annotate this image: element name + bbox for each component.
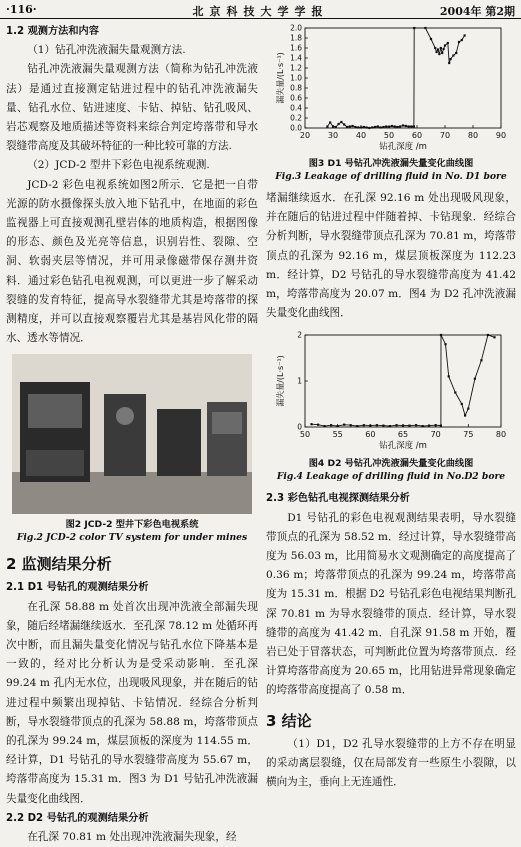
data-point bbox=[443, 48, 445, 50]
section-2-2-heading: 2.2 D2 号钻孔的观测结果分析 bbox=[6, 812, 149, 824]
data-point bbox=[440, 47, 442, 49]
data-point bbox=[448, 62, 450, 64]
x-axis-label: 钻孔深度 /m bbox=[379, 142, 427, 152]
data-point bbox=[329, 121, 331, 123]
data-point bbox=[395, 425, 397, 427]
data-point bbox=[436, 51, 438, 53]
data-point bbox=[363, 126, 365, 128]
page-number: ·116· bbox=[6, 3, 37, 16]
y-tick-label: 1 bbox=[297, 376, 302, 386]
y-tick-label: 0 bbox=[297, 422, 302, 432]
data-point bbox=[415, 425, 417, 427]
data-point bbox=[338, 123, 340, 125]
data-point bbox=[474, 378, 476, 380]
data-point bbox=[360, 126, 362, 128]
data-point bbox=[452, 54, 454, 56]
figure-2-photo bbox=[12, 354, 252, 514]
data-point bbox=[330, 425, 332, 427]
data-point bbox=[324, 425, 326, 427]
section-2-1-heading: 2.1 D1 号钻孔的观测结果分析 bbox=[6, 582, 149, 594]
data-point bbox=[310, 424, 312, 426]
data-point bbox=[374, 126, 376, 128]
x-tick-label: 80 bbox=[495, 430, 507, 440]
data-point bbox=[402, 425, 404, 427]
data-point bbox=[487, 334, 489, 336]
data-point bbox=[444, 344, 446, 346]
x-tick-label: 50 bbox=[299, 430, 311, 440]
data-point bbox=[326, 125, 328, 127]
data-point bbox=[366, 126, 368, 128]
y-tick-label: 0.8 bbox=[290, 83, 302, 93]
x-tick-label: 20 bbox=[299, 131, 311, 140]
figure-4-chart bbox=[271, 327, 511, 457]
data-point bbox=[337, 425, 339, 427]
data-point bbox=[382, 126, 384, 128]
data-point bbox=[435, 425, 437, 427]
issue-label: 2004年 第2期 bbox=[439, 5, 515, 18]
data-point bbox=[317, 424, 319, 426]
figure-4-caption-cn: 图4 D2 号钻孔冲洗液漏失量变化曲线图 bbox=[308, 458, 474, 470]
data-point bbox=[467, 408, 469, 410]
x-axis-label: 钻孔深度 /m bbox=[379, 441, 427, 452]
paragraph-3: 在孔深 58.88 m 处首次出现冲洗液全部漏失现象，随后经堵漏继续返水．至孔深 78.12 m 处循环再次中断，而且漏失量变化情况与钻孔水位下降基本是一致的，经对比分析认为是受采动影响．至孔深 99.24 m 孔内无水位，出现吸风现象，并在随后的钻进过程中频繁出现掉钻、卡钻情况．经综合分析判断，导水裂缝带顶点的孔深为 58.88 m，垮落带顶点的孔深为 99.24 m，煤层顶板的深度为 114.55 m．经计算，D1 号钻孔的导水裂缝带高度为 55.67 m，垮落带高度为 15.31 m．图3 为 D1 号钻孔冲洗液漏失量变化曲线图． bbox=[6, 600, 258, 805]
data-point bbox=[405, 125, 407, 127]
data-point bbox=[350, 425, 352, 427]
x-tick-label: 60 bbox=[411, 131, 423, 140]
y-tick-label: 1.6 bbox=[290, 43, 302, 53]
plot-frame bbox=[305, 335, 501, 427]
data-point bbox=[422, 425, 424, 427]
figure-2-caption-en: Fig.2 JCD-2 color TV system for under mines bbox=[16, 532, 248, 544]
data-point bbox=[368, 127, 370, 129]
x-tick-label: 30 bbox=[327, 131, 339, 140]
figure-3-caption-en: Fig.3 Leakage of drilling fluid in No. D1 bore bbox=[275, 171, 507, 182]
data-point bbox=[371, 126, 373, 128]
item1-title: （1）钻孔冲洗液漏失量观测方法. bbox=[27, 44, 186, 57]
data-point bbox=[464, 34, 466, 36]
data-point bbox=[402, 124, 404, 126]
x-tick-label: 75 bbox=[463, 430, 474, 440]
y-tick-label: 0.2 bbox=[290, 113, 302, 123]
data-point bbox=[346, 126, 348, 128]
x-tick-label: 80 bbox=[467, 131, 479, 140]
x-tick-label: 90 bbox=[495, 131, 507, 140]
data-point bbox=[357, 126, 359, 128]
x-tick-label: 70 bbox=[439, 131, 451, 140]
data-point bbox=[354, 126, 356, 128]
data-point bbox=[447, 42, 449, 44]
data-point bbox=[389, 425, 391, 427]
data-point bbox=[408, 125, 410, 127]
x-tick-label: 60 bbox=[365, 430, 376, 440]
data-point bbox=[349, 125, 351, 127]
data-point bbox=[343, 424, 345, 426]
data-point bbox=[352, 125, 354, 127]
series-line bbox=[312, 335, 495, 426]
plot-frame bbox=[305, 28, 501, 128]
y-tick-label: 1.2 bbox=[290, 63, 302, 73]
figure-4-caption-en: Fig.4 Leakage of drilling fluid in No.D2 bore bbox=[276, 471, 506, 483]
data-point bbox=[343, 123, 345, 125]
data-point bbox=[444, 44, 446, 46]
y-tick-label: 1.4 bbox=[290, 53, 302, 63]
data-point bbox=[430, 38, 432, 40]
y-tick-label: 0.0 bbox=[290, 123, 302, 133]
data-point bbox=[391, 125, 393, 127]
y-tick-label: 2.0 bbox=[290, 23, 302, 33]
data-point bbox=[408, 425, 410, 427]
data-point bbox=[410, 125, 412, 127]
paragraph-5: 堵漏继续返水．在孔深 92.16 m 处出现吸风现象，并在随后的钻进过程中伴随着掉、卡钻现象．经综合分析判断，导水裂缝带顶点孔深为 70.81 m，垮落带顶点的孔深为 92.16 m，煤层顶板深度为 112.23 m．经计算，D2 号钻孔的导水裂缝带高度为 41.42 m，垮落带高度为 20.07 m．图4 为 D2 孔冲洗液漏失量变化曲线图． bbox=[266, 192, 516, 320]
data-point bbox=[356, 425, 358, 427]
data-point bbox=[437, 48, 439, 50]
data-point bbox=[380, 126, 382, 128]
data-point bbox=[454, 392, 456, 394]
section-2-3-heading: 2.3 彩色钻孔电视探测结果分析 bbox=[266, 493, 410, 505]
y-axis-label: 漏失量/(L·s⁻¹) bbox=[276, 52, 285, 104]
header-rule bbox=[0, 18, 521, 19]
running-header bbox=[6, 3, 515, 18]
paragraph-4: 在孔深 70.81 m 处出现冲洗液漏失现象，经 bbox=[27, 831, 237, 844]
data-point bbox=[382, 425, 384, 427]
data-point bbox=[369, 425, 371, 427]
data-point bbox=[440, 334, 442, 336]
data-point bbox=[424, 27, 426, 29]
series-line bbox=[327, 28, 464, 128]
paragraph-6: D1 号钻孔的彩色电视观测结果表明，导水裂缝带顶点的孔深为 58.52 m．经过计算，导水裂缝带高度为 56.03 m，比用简易水文观测确定的高度提高了 0.36 m；垮落带顶点的孔深为 99.24 m，垮落带高度为 15.31 m．根据 D2 号钻孔彩色电视结果判断孔深 70.81 m 为导水裂缝带的顶点．经计算，导水裂缝带的高度为 41.42 m．自孔深 91.58 m 开始，覆岩已处于冒落状态，可判断此位置为垮落带顶点．经计算垮落带高度为 20.65 m，比用钻进异常现象确定的垮落带高度提高了 0.58 m． bbox=[266, 511, 516, 697]
data-point bbox=[461, 39, 463, 41]
tv-system-image bbox=[12, 354, 252, 514]
data-point bbox=[441, 52, 443, 54]
data-point bbox=[399, 125, 401, 127]
y-tick-label: 2 bbox=[297, 330, 302, 340]
data-point bbox=[440, 425, 442, 427]
data-point bbox=[396, 126, 398, 128]
item2-title: （2）JCD-2 型井下彩色电视系统观测. bbox=[27, 159, 210, 172]
data-point bbox=[461, 403, 463, 405]
section-2-heading: 2 监测结果分析 bbox=[6, 555, 112, 574]
data-point bbox=[438, 53, 440, 55]
paragraph-1: 钻孔冲洗液漏失量观测方法（简称为钻孔冲洗液法）是通过直接测定钻进过程中的钻孔冲洗液漏失量、钻孔水位、钻进速度、卡钻、掉钻、钻孔吸风、岩芯观察及地质描述等资料来综合判定垮落带和导水裂缝带高度及其破坏特征的一种比较可靠的方法. bbox=[6, 63, 258, 153]
data-point bbox=[377, 125, 379, 127]
figure-3-chart bbox=[271, 22, 511, 157]
data-point bbox=[455, 52, 457, 54]
section-1-2-heading: 1.2 观测方法和内容 bbox=[6, 26, 99, 37]
paragraph-7: （1）D1，D2 孔导水裂缝带的上方不存在明显的采动离层裂缝，仅在局部发育一些原生小裂隙，以横向为主，垂向上无连通性． bbox=[266, 737, 516, 789]
section-3-heading: 3 结论 bbox=[266, 711, 312, 730]
left-column bbox=[6, 22, 258, 847]
x-tick-label: 50 bbox=[383, 131, 395, 140]
journal-title: 北京科技大学学报 bbox=[192, 5, 329, 18]
x-tick-label: 70 bbox=[430, 430, 441, 440]
data-point bbox=[363, 425, 365, 427]
y-tick-label: 1.0 bbox=[290, 73, 302, 83]
data-point bbox=[376, 425, 378, 427]
figure-2-caption-cn: 图2 JCD-2 型井下彩色电视系统 bbox=[65, 519, 199, 531]
x-tick-label: 65 bbox=[397, 430, 409, 440]
y-tick-label: 0.6 bbox=[290, 93, 302, 103]
x-tick-label: 40 bbox=[355, 131, 367, 140]
y-tick-label: 1.8 bbox=[290, 33, 302, 43]
data-point bbox=[493, 337, 495, 339]
y-tick-label: 0.4 bbox=[290, 103, 302, 113]
data-point bbox=[434, 47, 436, 49]
paragraph-2: JCD-2 彩色电视系统如图2所示．它是把一自带光源的防水摄像探头放入地下钻孔中，在地面的彩色监视器上可直接观测孔壁岩体的地质构造，根据图像的形态、颜色及光亮等信息，识别岩性、裂隙、空洞、软弱夹层等情况，并可用录像磁带保存测井资料．通过彩色钻孔电视观测，可以更进一步了解采动裂缝的发育特征，提高导水裂缝带尤其是垮落带的探测精度，并可以直接观察覆岩尤其是基岩风化带的隔水、透水等情况． bbox=[6, 178, 258, 345]
data-point bbox=[450, 58, 452, 60]
data-point bbox=[335, 126, 337, 128]
data-point bbox=[340, 121, 342, 123]
data-point bbox=[480, 360, 482, 362]
data-point bbox=[385, 125, 387, 127]
data-point bbox=[413, 27, 415, 29]
data-point bbox=[448, 376, 450, 378]
figure-3-caption-cn: 图3 D1 号钻孔冲洗液漏失量变化曲线图 bbox=[308, 158, 474, 169]
data-point bbox=[388, 126, 390, 128]
y-axis-label: 漏失量/(L·s⁻¹) bbox=[276, 355, 285, 408]
data-point bbox=[428, 425, 430, 427]
right-column bbox=[266, 22, 516, 792]
data-point bbox=[458, 41, 460, 43]
data-point bbox=[413, 125, 415, 127]
data-point bbox=[464, 415, 466, 417]
data-point bbox=[394, 125, 396, 127]
data-point bbox=[332, 125, 334, 127]
x-tick-label: 55 bbox=[332, 430, 343, 440]
